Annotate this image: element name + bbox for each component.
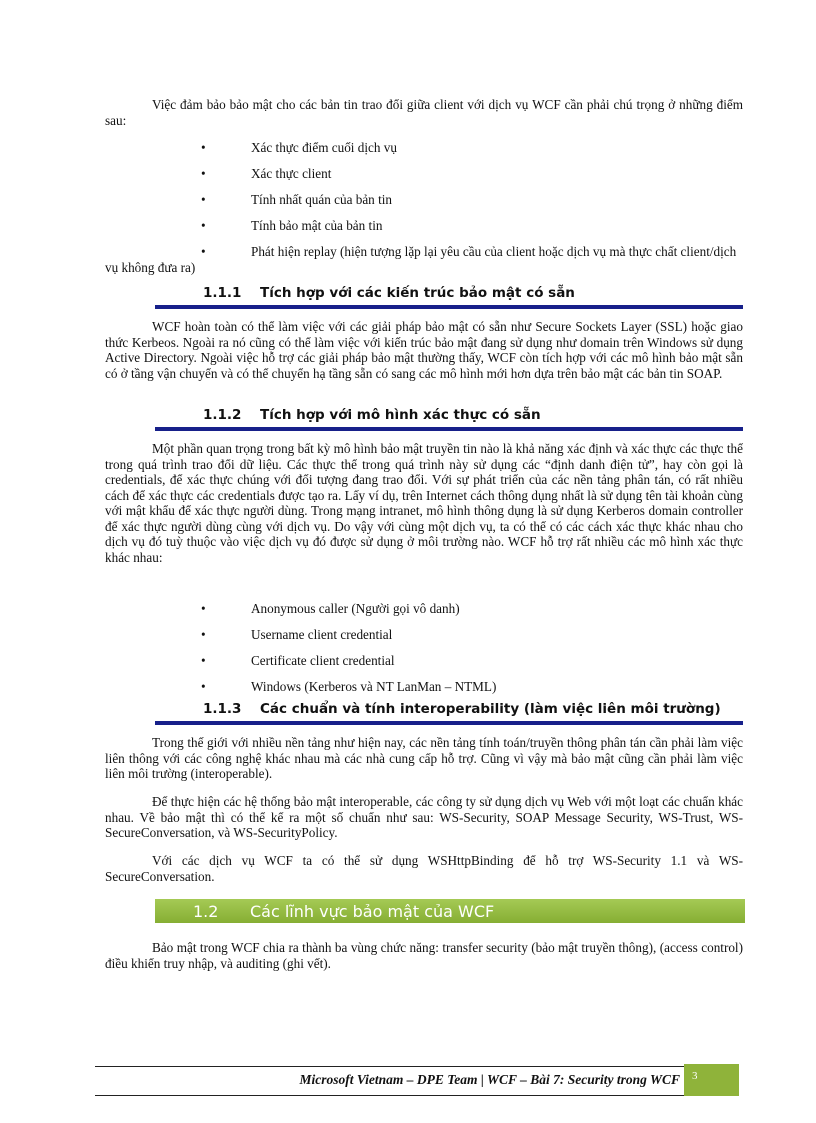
intro-paragraph: Việc đảm bảo bảo mật cho các bản tin trao đổi giữa client với dịch vụ WCF cần phải chú trọng ở những điểm sau: (105, 97, 743, 128)
list-item (105, 601, 743, 617)
footer-divider (95, 1066, 690, 1067)
section-heading-1-1-3 (155, 701, 743, 725)
heading-title: Các lĩnh vực bảo mật của WCF (250, 902, 495, 921)
bullet-icon: • (201, 166, 206, 181)
page-number: 3 (692, 1070, 698, 1082)
paragraph-1-2: Bảo mật trong WCF chia ra thành ba vùng chức năng: transfer security (bảo mật truyền thông), (access control) điều khiển truy nhập, và auditing (ghi vết). (105, 940, 743, 971)
paragraph-1-1-3-c: Với các dịch vụ WCF ta có thể sử dụng WSHttpBinding để hỗ trợ WS-Security 1.1 và WS-SecureConversation. (105, 853, 743, 884)
section-heading-1-2 (155, 899, 745, 923)
paragraph-1-1-3-b: Để thực hiện các hệ thống bảo mật interoperable, các công ty sử dụng dịch vụ Web với một loạt các chuẩn khác nhau. Về bảo mật thì có thể kể ra một số chuẩn như sau: WS-Security, SOAP Message Security, WS-Trust, WS-SecureConversation, và WS-SecurityPolicy. (105, 794, 743, 840)
list-item-text: Tính nhất quán của bản tin (251, 192, 392, 207)
list-item (105, 166, 743, 182)
heading-number: 1.1.3 (203, 701, 242, 717)
page-number-box (684, 1064, 739, 1096)
list-item-text: Xác thực client (251, 166, 332, 181)
heading-number: 1.1.1 (203, 285, 242, 301)
heading-title: Tích hợp với mô hình xác thực có sẵn (260, 407, 541, 423)
bullet-icon: • (201, 192, 206, 207)
list-item-text: Tính bảo mật của bản tin (251, 218, 383, 233)
bullet-icon: • (201, 653, 206, 668)
heading-number: 1.1.2 (203, 407, 242, 423)
paragraph-1-1-2: Một phần quan trọng trong bất kỳ mô hình bảo mật truyền tin nào là khả năng xác định và xác thực các thực thể trong quá trình trao đổi dữ liệu. Các thực thể trong quá trình này sử dụng các “định danh điện tử”, hay còn gọi là credentials, để xác thực chúng với đối tượng đang trao đổi. Với sự phát triển của các nền tảng phân tán, có rất nhiều cách để xác thực các credentials được tạo ra. Lấy ví dụ, trên Internet cách thông dụng nhất là sử dụng tên tài khoản cùng với mật khẩu để xác thực người dùng. Trong mạng intranet, mô hình thông dụng là sử dụng Kerberos domain controller để xác thực người dùng cùng với dịch vụ. Do vậy với cùng một dịch vụ, ta có thể có các cách xác thực khác nhau cho dịch vụ đó tuỳ thuộc vào việc dịch vụ đó được sử dụng ở môi trường nào. WCF hỗ trợ rất nhiều các mô hình xác thực khác nhau: (105, 441, 743, 565)
bullet-icon: • (201, 679, 206, 694)
list-item (105, 627, 743, 643)
list-item-text: Anonymous caller (Người gọi vô danh) (251, 601, 460, 616)
list-item-text: Certificate client credential (251, 653, 395, 668)
list-item-text: Phát hiện replay (hiện tượng lặp lại yêu cầu của client hoặc dịch vụ mà thực chất client/dịch vụ không đưa ra) (105, 244, 737, 275)
bullet-icon: • (201, 627, 206, 642)
paragraph-1-1-3-a: Trong thế giới với nhiều nền tảng như hiện nay, các nền tảng tính toán/truyền thông phân tán cần phải làm việc liên thông với các công nghệ khác nhau mà các nhà cung cấp hỗ trợ. Cũng vì vậy mà bảo mật cũng cần phải làm việc liên môi trường (interoperable). (105, 735, 743, 781)
list-item (105, 244, 743, 275)
section-heading-1-1-1 (155, 285, 743, 309)
footer-divider (95, 1095, 690, 1096)
list-item (105, 218, 743, 234)
bullet-icon: • (201, 218, 206, 233)
list-item (105, 192, 743, 208)
heading-title: Các chuẩn và tính interoperability (làm việc liên môi trường) (260, 701, 721, 717)
list-item (105, 140, 743, 156)
bullet-icon: • (201, 140, 206, 155)
list-item (105, 653, 743, 669)
footer-text: Microsoft Vietnam – DPE Team | WCF – Bài 7: Security trong WCF (299, 1072, 680, 1087)
paragraph-1-1-1: WCF hoàn toàn có thể làm việc với các giải pháp bảo mật có sẵn như Secure Sockets Layer (SSL) hoặc giao thức Kerbeos. Ngoài ra nó cũng có thể làm việc với kiến trúc bảo mật đang sử dụng như domain trên Windows sử dụng Active Directory. Ngoài việc hỗ trợ các giải pháp bảo mật thường thấy, WCF còn tích hợp với các mô hình bảo mật sẵn có ở tầng vận chuyển và có thể chuyển hạ tầng sẵn có sang các mô hình mới hơn dựa trên bảo mật các bản tin SOAP. (105, 319, 743, 381)
heading-number: 1.2 (193, 902, 219, 921)
list-item-text: Xác thực điểm cuối dịch vụ (251, 140, 397, 155)
list-item-text: Username client credential (251, 627, 393, 642)
bullet-icon: • (201, 244, 206, 259)
heading-title: Tích hợp với các kiến trúc bảo mật có sẵn (260, 285, 575, 301)
list-item (105, 679, 743, 695)
section-heading-1-1-2 (155, 407, 743, 431)
bullet-icon: • (201, 601, 206, 616)
list-item-text: Windows (Kerberos và NT LanMan – NTML) (251, 679, 497, 694)
